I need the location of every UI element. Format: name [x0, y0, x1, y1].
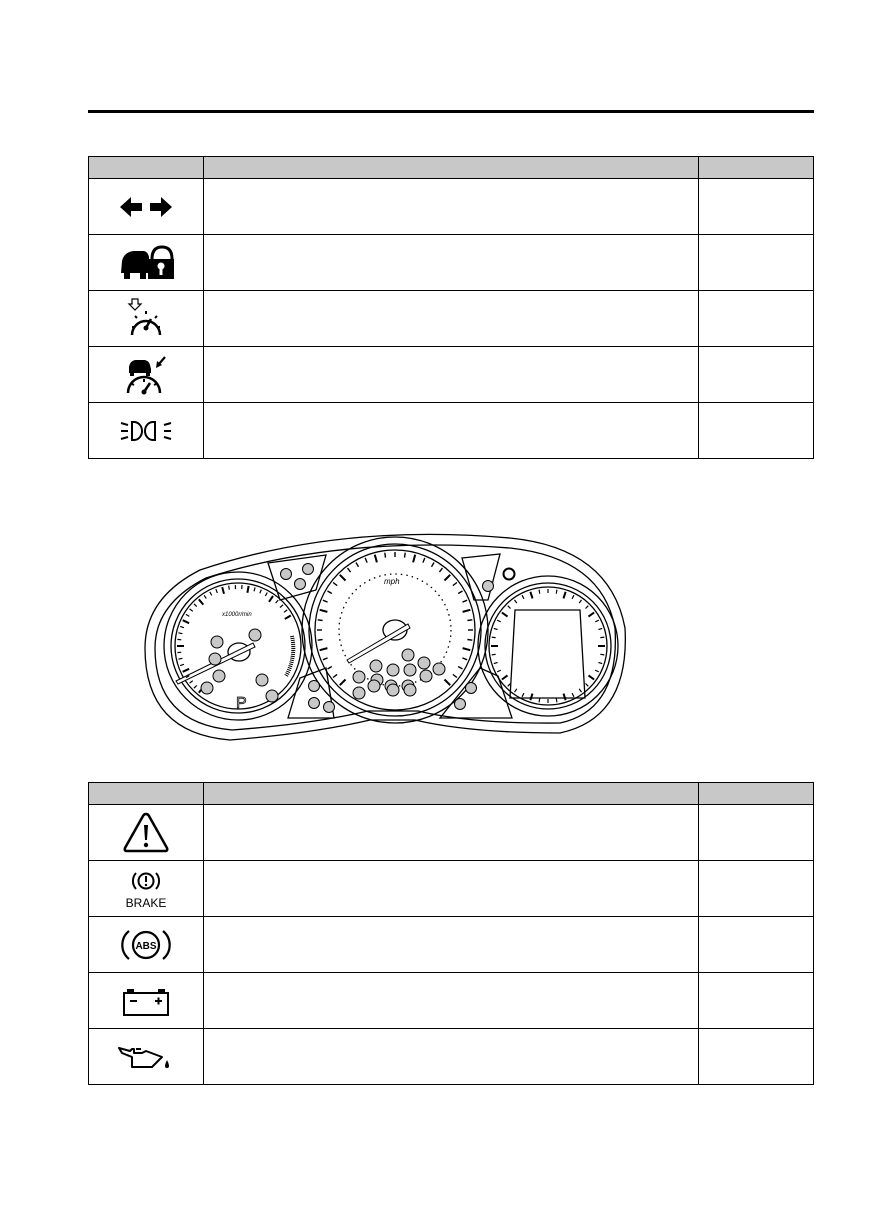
gauge-tick — [186, 614, 189, 616]
gauge-tick — [318, 620, 323, 621]
gauge-tick — [328, 667, 332, 670]
indicator-lamp — [402, 649, 414, 661]
page-cell — [699, 291, 814, 347]
indicator-lamp — [309, 698, 320, 709]
page-cell — [699, 973, 814, 1029]
gauge-tick — [445, 575, 451, 581]
gauge-tick — [323, 658, 328, 660]
gauge-tick — [413, 555, 415, 563]
gauge-tick — [385, 553, 386, 558]
indicator-lamp — [324, 702, 335, 713]
description-cell — [204, 805, 699, 861]
indicator-lamp — [387, 664, 399, 676]
gauge-tick — [405, 553, 406, 558]
icon-cell — [89, 235, 204, 291]
description-cell — [204, 179, 699, 235]
table-row — [89, 1029, 814, 1085]
instrument-cluster-diagram — [140, 518, 650, 750]
gauge-tick — [494, 628, 498, 629]
gauge-tick — [280, 605, 283, 608]
speedometer-label: mph — [384, 577, 400, 586]
gauge-tick — [595, 670, 599, 672]
gauge-tick — [556, 590, 557, 594]
gauge-tick — [276, 600, 279, 603]
gauge-tick — [458, 667, 462, 670]
gauge-tick — [564, 592, 566, 599]
gauge-tick — [463, 610, 471, 612]
indicator-lamp — [309, 681, 320, 692]
indicator-lamp — [353, 671, 365, 683]
gauge-tick — [204, 595, 206, 598]
indicator-lamp — [370, 660, 382, 672]
gauge-tick — [269, 596, 273, 602]
gauge-tick — [285, 616, 291, 620]
icon-cell — [89, 861, 204, 917]
header-cell — [204, 157, 699, 179]
gauge-tick — [598, 628, 602, 629]
icon-cell — [89, 973, 204, 1029]
header-cell — [204, 783, 699, 805]
gauge-tick — [320, 610, 328, 612]
gauge-tick — [178, 633, 182, 634]
page-cell — [699, 235, 814, 291]
indicator-lamp — [404, 664, 416, 676]
brake-warning-icon — [122, 867, 170, 911]
turn-signal-arrows-icon — [118, 194, 174, 220]
gauge-tick — [284, 610, 287, 612]
tachometer-label: x1000r/min — [222, 612, 252, 618]
description-cell — [204, 1029, 699, 1085]
gauge-tick — [502, 613, 508, 617]
description-cell — [204, 347, 699, 403]
indicator-lamp — [266, 690, 278, 702]
gauge-tick — [595, 620, 599, 622]
indicator-lamp — [295, 579, 306, 590]
gauge-tick — [515, 689, 517, 692]
indicator-lamp — [213, 670, 225, 682]
gauge-tick — [323, 600, 328, 602]
page-cell — [699, 403, 814, 459]
oil-pressure-icon — [116, 1040, 176, 1074]
car-lock-security-icon — [118, 243, 174, 283]
gauge-tick — [439, 568, 442, 572]
indicator-lamp — [201, 682, 213, 694]
icon-cell — [89, 179, 204, 235]
description-cell — [204, 861, 699, 917]
indicator-lamp — [368, 680, 380, 692]
table-row — [89, 347, 814, 403]
master-warning-triangle-icon — [122, 811, 170, 855]
table-header-row — [89, 783, 814, 805]
table-header-row — [89, 157, 814, 179]
gauge-tick — [229, 586, 230, 590]
gauge-tick — [365, 558, 367, 563]
page-cell — [699, 347, 814, 403]
page-cell — [699, 805, 814, 861]
gauge-tick — [515, 600, 517, 603]
gauge-tick — [463, 648, 471, 650]
table-row — [89, 973, 814, 1029]
table-row — [89, 403, 814, 459]
gauge-tick — [194, 685, 197, 688]
indicator-lamp — [420, 670, 432, 682]
indicator-lamp — [211, 636, 223, 648]
table-row — [89, 291, 814, 347]
gear-indicator: P — [236, 695, 247, 712]
indicator-lamp — [466, 683, 477, 694]
indicator-lamp — [455, 699, 466, 710]
gauge-tick — [356, 563, 359, 567]
brake-text: BRAKE — [125, 895, 167, 910]
gauge-tick — [467, 640, 472, 641]
indicator-lamp — [303, 564, 314, 575]
top-rule — [88, 110, 814, 113]
table-row — [89, 179, 814, 235]
gauge-tick — [492, 637, 496, 638]
description-cell — [204, 973, 699, 1029]
description-cell — [204, 917, 699, 973]
cruise-speedometer-icon — [126, 297, 166, 341]
gauge-tick — [265, 593, 267, 597]
icon-cell — [89, 917, 204, 973]
gauge-tick — [508, 606, 511, 609]
gauge-tick — [423, 558, 425, 563]
gauge-tick — [458, 591, 462, 594]
gauge-tick — [494, 662, 498, 663]
description-cell — [204, 291, 699, 347]
gauge-tick — [375, 555, 377, 563]
table-row — [89, 805, 814, 861]
headlight-position-icon — [119, 417, 173, 445]
gauge-tick — [522, 595, 524, 599]
gauge-tick — [183, 620, 189, 623]
gauge-tick — [589, 675, 595, 679]
gauge-tick — [432, 563, 435, 567]
gauge-tick — [320, 648, 328, 650]
header-cell — [699, 783, 814, 805]
indicator-lamp — [418, 657, 430, 669]
gauge-tick — [318, 640, 323, 641]
gauge-tick — [502, 675, 508, 679]
gauge-tick — [340, 680, 346, 686]
gauge-tick — [453, 674, 457, 677]
gauge-tick — [247, 586, 248, 593]
gauge-tick — [348, 568, 351, 572]
gauge-tick — [586, 606, 589, 609]
gauge-tick — [572, 595, 574, 599]
gauge-tick — [453, 583, 457, 586]
gauge-tick — [467, 620, 472, 621]
gauge-tick — [180, 664, 184, 665]
header-cell — [699, 157, 814, 179]
gauge-tick — [539, 698, 540, 702]
icon-cell — [89, 347, 204, 403]
icon-cell — [89, 805, 204, 861]
gauge-tick — [178, 658, 182, 659]
gauge-tick — [579, 600, 581, 603]
gauge-tick — [254, 587, 255, 591]
gauge-tick — [586, 684, 589, 687]
indicator-table-2 — [88, 782, 814, 1085]
indicator-table-1 — [88, 156, 814, 459]
gauge-tick — [589, 613, 595, 617]
gauge-tick — [194, 604, 197, 607]
car-speedometer-warning-icon — [123, 353, 169, 397]
gauge-tick — [340, 575, 346, 581]
gauge-tick — [492, 654, 496, 655]
icon-cell — [89, 403, 204, 459]
gauge-tick — [180, 626, 184, 627]
gauge-tick — [462, 600, 467, 602]
gauge-tick — [600, 637, 604, 638]
indicator-lamp — [249, 629, 261, 641]
indicator-lamp — [433, 663, 445, 675]
indicator-lamp — [404, 684, 416, 696]
gauge-tick — [522, 693, 524, 697]
gauge-tick — [564, 694, 566, 701]
battery-charge-icon — [121, 984, 171, 1018]
gauge-tick — [328, 591, 332, 594]
gauge-tick — [462, 658, 467, 660]
gauge-tick — [190, 609, 193, 611]
indicator-lamp — [209, 653, 221, 665]
description-cell — [204, 235, 699, 291]
gauge-tick — [579, 689, 581, 692]
gauge-tick — [333, 583, 337, 586]
indicator-lamp — [281, 569, 292, 580]
abs-warning-icon — [120, 925, 172, 965]
page-cell — [699, 179, 814, 235]
gauge-tick — [199, 599, 204, 604]
gauge-tick — [222, 587, 224, 594]
indicator-lamp — [256, 674, 268, 686]
description-cell — [204, 403, 699, 459]
table-row — [89, 861, 814, 917]
gauge-tick — [333, 674, 337, 677]
indicator-lamp — [387, 684, 399, 696]
right-gauge-ticks — [491, 589, 605, 703]
indicator-lamp — [353, 687, 365, 699]
table-row — [89, 235, 814, 291]
gauge-tick — [260, 590, 262, 594]
icon-cell — [89, 291, 204, 347]
abs-text: ABS — [135, 940, 157, 952]
gauge-tick — [183, 669, 189, 672]
header-cell — [89, 157, 204, 179]
gauge-tick — [216, 589, 217, 593]
indicator-lamp — [483, 581, 494, 592]
gauge-tick — [497, 670, 501, 672]
page-cell — [699, 917, 814, 973]
gauge-tick — [445, 680, 451, 686]
page-cell — [699, 861, 814, 917]
header-cell — [89, 783, 204, 805]
gauge-tick — [556, 698, 557, 702]
gauge-tick — [539, 590, 540, 594]
icon-cell — [89, 1029, 204, 1085]
page-cell — [699, 1029, 814, 1085]
gauge-tick — [572, 693, 574, 697]
gauge-tick — [497, 620, 501, 622]
gauge-tick — [190, 681, 193, 683]
table-row — [89, 917, 814, 973]
gauge-tick — [530, 592, 532, 599]
gauge-tick — [600, 654, 604, 655]
gauge-tick — [598, 662, 602, 663]
gauge-tick — [210, 592, 212, 596]
gauge-tick — [530, 694, 532, 701]
